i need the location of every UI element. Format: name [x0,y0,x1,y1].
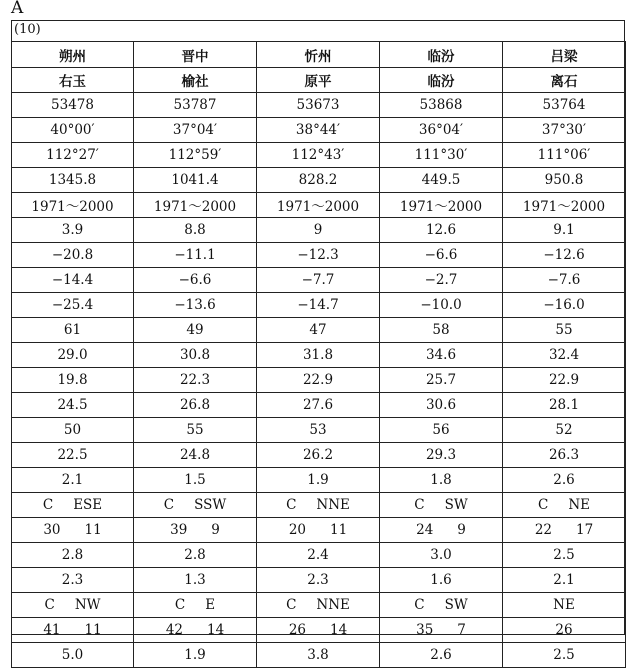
table-cell: 50 [12,418,134,443]
table-cell: 61 [12,318,134,343]
table-cell: 9.1 [503,218,626,243]
calm-frequency: 26 [288,622,306,638]
table-cell: −16.0 [503,293,626,318]
table-cell: 25.7 [380,368,503,393]
table-cell: 38°44′ [257,118,380,143]
table-cell: 111°30′ [380,143,503,168]
table-cell: 1.8 [380,468,503,493]
table-cell: −2.7 [380,268,503,293]
station-cell: 离石 [503,68,626,93]
wind-direction: SW [444,497,468,513]
table-cell: 2.6 [380,643,503,668]
table-cell: 12.6 [380,218,503,243]
table-row [12,443,626,468]
region-cell: 忻州 [257,42,380,68]
table-row [12,568,626,593]
wind-direction-cell [380,493,503,518]
table-cell: 32.4 [503,343,626,368]
wind-direction-cell [257,493,380,518]
table-cell: 22.9 [503,368,626,393]
direction-frequency: 11 [84,522,102,538]
direction-frequency: 9 [211,522,220,538]
table-cell: 53868 [380,93,503,118]
direction-frequency: 11 [84,622,102,638]
table-cell: −14.4 [12,268,134,293]
wind-direction: SSW [194,497,227,513]
table-cell: 828.2 [257,168,380,193]
direction-frequency: 17 [576,522,594,538]
table-cell: 58 [380,318,503,343]
wind-frequency-cell [380,518,503,543]
table-cell: 2.3 [257,568,380,593]
station-cell: 原平 [257,68,380,93]
table-cell: 53764 [503,93,626,118]
table-cell: 37°30′ [503,118,626,143]
table-cell: 49 [134,318,257,343]
table-cell: 2.5 [503,643,626,668]
table-cell: 36°04′ [380,118,503,143]
table-cell: 55 [134,418,257,443]
wind-frequency-cell [12,618,134,643]
table-cell: 55 [503,318,626,343]
table-row [12,318,626,343]
table-cell: 112°59′ [134,143,257,168]
calm-label: C [163,497,175,513]
table-cell: −6.6 [380,243,503,268]
table-cell: 9 [257,218,380,243]
summer-wind-frequency-row [12,518,626,543]
table-cell: −11.1 [134,243,257,268]
wind-frequency-cell [257,518,380,543]
table-cell: 22.5 [12,443,134,468]
table-row [12,143,626,168]
table-cell: −25.4 [12,293,134,318]
table-cell: 53787 [134,93,257,118]
table-cell: 53673 [257,93,380,118]
table-row [12,218,626,243]
wind-direction: SW [444,597,468,613]
table-cell: −13.6 [134,293,257,318]
table-row [12,543,626,568]
table-cell: −12.3 [257,243,380,268]
table-row [12,293,626,318]
wind-direction: ESE [73,497,103,513]
calm-frequency: 22 [534,522,552,538]
corner-letter: A [11,0,24,18]
table-number: (10) [14,22,41,37]
station-cell: 榆社 [134,68,257,93]
table-cell: −6.6 [134,268,257,293]
wind-direction: NW [74,597,101,613]
table-cell: 2.5 [503,543,626,568]
table-row [12,168,626,193]
table-cell: 2.8 [134,543,257,568]
calm-frequency: 24 [416,522,434,538]
summer-wind-direction-row [12,493,626,518]
calm-label: C [286,597,297,613]
table-row [12,393,626,418]
calm-frequency: 41 [43,622,61,638]
table-row [12,368,626,393]
table-cell: 30.8 [134,343,257,368]
table-cell: −7.7 [257,268,380,293]
table-cell: 29.0 [12,343,134,368]
table-cell: 8.8 [134,218,257,243]
wind-direction: NNE [316,497,350,513]
table-cell: 30.6 [380,393,503,418]
direction-frequency: 11 [330,522,348,538]
table-cell: 40°00′ [12,118,134,143]
table-cell: 2.4 [257,543,380,568]
table-cell: 26.8 [134,393,257,418]
wind-direction-cell [380,593,503,618]
table-cell: 24.5 [12,393,134,418]
table-cell: 53478 [12,93,134,118]
table-cell: 22.3 [134,368,257,393]
table-row [12,193,626,218]
table-cell: 2.3 [12,568,134,593]
table-cell: 3.9 [12,218,134,243]
wind-frequency-cell [257,618,380,643]
table-cell: 37°04′ [134,118,257,143]
calm-frequency: 35 [416,622,434,638]
wind-direction-cell [12,493,134,518]
table-cell: 53 [257,418,380,443]
table-cell: 1.6 [380,568,503,593]
table-cell: 5.0 [12,643,134,668]
table-row [12,118,626,143]
table-cell: 26.3 [503,443,626,468]
table-cell: −14.7 [257,293,380,318]
winter-wind-direction-row [12,593,626,618]
table-cell: 1.5 [134,468,257,493]
table-cell: −12.6 [503,243,626,268]
calm-frequency: 30 [43,522,61,538]
table-cell: 1971～2000 [380,193,503,218]
direction-frequency: 14 [207,622,225,638]
table-cell: 28.1 [503,393,626,418]
table-cell: 2.1 [12,468,134,493]
wind-frequency-cell [134,518,257,543]
calm-label: C [42,497,54,513]
table-cell: 112°43′ [257,143,380,168]
wind-direction-cell [257,593,380,618]
calm-frequency: 20 [288,522,306,538]
wind-frequency-cell [134,618,257,643]
table-cell: 1.3 [134,568,257,593]
station-row [12,68,626,93]
climate-table [11,41,626,668]
table-cell: 22.9 [257,368,380,393]
table-cell: 52 [503,418,626,443]
wind-direction-cell [12,593,134,618]
table-cell: 34.6 [380,343,503,368]
table-row [12,418,626,443]
wind-direction-cell: NE [503,593,626,618]
direction-frequency: 7 [457,622,466,638]
table-cell: 47 [257,318,380,343]
table-cell: 1041.4 [134,168,257,193]
table-cell: 24.8 [134,443,257,468]
calm-label: C [44,597,55,613]
table-cell: 1971～2000 [257,193,380,218]
table-cell: 1345.8 [12,168,134,193]
direction-frequency: 14 [330,622,348,638]
table-row [12,468,626,493]
station-cell: 右玉 [12,68,134,93]
table-cell: 1971～2000 [503,193,626,218]
table-row [12,268,626,293]
wind-direction-cell [134,593,257,618]
table-cell: −20.8 [12,243,134,268]
table-cell: 3.0 [380,543,503,568]
direction-frequency: 9 [457,522,466,538]
table-cell: 112°27′ [12,143,134,168]
table-cell: 27.6 [257,393,380,418]
table-cell: −7.6 [503,268,626,293]
wind-direction: NNE [316,597,350,613]
table-cell: 3.8 [257,643,380,668]
wind-frequency-cell [12,518,134,543]
table-cell: 1.9 [257,468,380,493]
table-cell: 56 [380,418,503,443]
table-cell: 2.6 [503,468,626,493]
wind-direction: E [205,597,216,613]
wind-direction-cell [134,493,257,518]
wind-frequency-cell [380,618,503,643]
table-cell: 950.8 [503,168,626,193]
wind-frequency-cell [503,518,626,543]
table-row [12,93,626,118]
region-cell: 吕梁 [503,42,626,68]
region-cell: 晋中 [134,42,257,68]
table-cell: 2.1 [503,568,626,593]
table-cell: 31.8 [257,343,380,368]
wind-direction-cell [503,493,626,518]
table-cell: 111°06′ [503,143,626,168]
table-row [12,643,626,668]
table-cell: 19.8 [12,368,134,393]
table-cell: 26.2 [257,443,380,468]
region-cell: 朔州 [12,42,134,68]
table-cell: −10.0 [380,293,503,318]
calm-label: C [414,597,425,613]
calm-label: C [286,497,297,513]
calm-frequency: 42 [165,622,183,638]
table-cell: 1971～2000 [134,193,257,218]
region-cell: 临汾 [380,42,503,68]
table-cell: 29.3 [380,443,503,468]
wind-direction: NE [568,497,590,513]
table-row [12,243,626,268]
calm-frequency: 39 [170,522,188,538]
table-cell: 2.8 [12,543,134,568]
calm-label: C [414,497,425,513]
calm-label: C [174,597,186,613]
wind-frequency-cell: 26 [503,618,626,643]
table-cell: 1.9 [134,643,257,668]
table-row [12,343,626,368]
calm-label: C [537,497,549,513]
winter-wind-frequency-row [12,618,626,643]
table-cell: 449.5 [380,168,503,193]
station-cell: 临汾 [380,68,503,93]
region-row [12,42,626,68]
table-cell: 1971～2000 [12,193,134,218]
